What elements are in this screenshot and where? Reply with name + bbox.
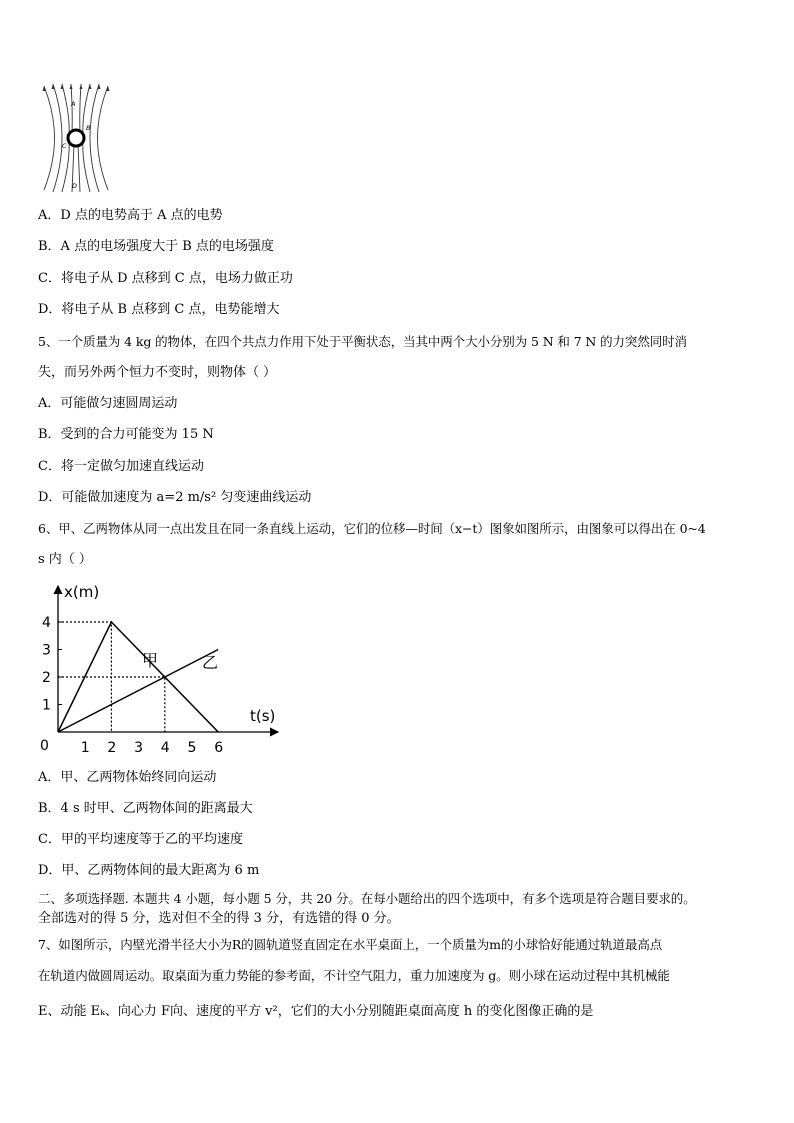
x-tick-label: 6 (214, 740, 224, 756)
q5-option-a: A．可能做匀速圆周运动 (38, 396, 178, 411)
y-tick-label: 1 (42, 697, 51, 714)
series-line-yi (58, 650, 218, 733)
y-tick-label: 3 (42, 642, 51, 659)
electric-field-figure (36, 82, 116, 194)
q5-stem-line1: 5、一个质量为 4 kg 的物体，在四个共点力作用下处于平衡状态，当其中两个大小分别为 5 N 和 7 N 的力突然同时消 (38, 334, 687, 349)
x-tick-label: 3 (134, 740, 144, 756)
point-b-label: B (86, 124, 91, 132)
q4-option-b: B．A 点的电场强度大于 B 点的电场强度 (38, 239, 274, 254)
x-tick-label: 4 (160, 740, 170, 756)
q7-line1: 7、如图所示，内壁光滑半径大小为R的圆轨道竖直固定在水平桌面上，一个质量为m的小球恰好能通过轨道最高点 (38, 937, 663, 952)
x-tick-label: 5 (187, 740, 197, 756)
series-label-yi: 乙 (202, 653, 219, 672)
x-tick-label: 1 (80, 740, 90, 756)
q7-line2: 在轨道内做圆周运动。取桌面为重力势能的参考面，不计空气阻力，重力加速度为 g。则小球在运动过程中其机械能 (38, 968, 670, 983)
y-tick-label: 4 (42, 615, 51, 631)
point-d-label: D (72, 182, 78, 190)
xt-chart (34, 578, 284, 760)
q4-option-c: C．将电子从 D 点移到 C 点，电场力做正功 (38, 271, 293, 286)
section2-line1: 二、多项选择题. 本题共 4 小题，每小题 5 分，共 20 分。在每小题给出的四个选项中，有多个选项是符合题目要求的。 (38, 891, 696, 906)
q6-option-a: A．甲、乙两物体始终同向运动 (38, 770, 217, 785)
q6-stem-line1: 6、甲、乙两物体从同一点出发且在同一条直线上运动，它们的位移—时间（x−t）图象如图所示，由图象可以得出在 0~4 (38, 521, 706, 536)
q5-stem-line2: 失，而另外两个恒力不变时，则物体（ ） (38, 365, 277, 380)
q5-option-d: D．可能做加速度为 a=2 m/s² 匀变速曲线运动 (38, 490, 312, 505)
x-axis-label: t(s) (250, 707, 276, 725)
q6-option-b: B．4 s 时甲、乙两物体间的距离最大 (38, 801, 253, 816)
y-tick-label: 2 (42, 670, 51, 686)
series-label-jia: 甲 (142, 651, 159, 670)
q4-option-d: D．将电子从 B 点移到 C 点，电势能增大 (38, 302, 280, 317)
y-axis-label: x(m) (64, 583, 100, 601)
q5-option-b: B．受到的合力可能变为 15 N (38, 427, 214, 442)
x-tick-label: 2 (107, 740, 117, 756)
q5-option-c: C．将一定做匀加速直线运动 (38, 459, 204, 474)
q6-option-c: C．甲的平均速度等于乙的平均速度 (38, 832, 243, 847)
point-a-label: A (71, 100, 76, 108)
origin-label: 0 (40, 738, 49, 754)
q6-option-d: D．甲、乙两物体间的最大距离为 6 m (38, 863, 260, 878)
section2-line2: 全部选对的得 5 分，选对但不全的得 3 分，有选错的得 0 分。 (38, 911, 400, 926)
point-c-label: C (62, 142, 67, 150)
q7-line3: E、动能 Eₖ、向心力 F向、速度的平方 v²，它们的大小分别随距桌面高度 h 的变化图像正确的是 (38, 1004, 594, 1019)
q4-option-a: A．D 点的电势高于 A 点的电势 (38, 208, 223, 223)
q6-stem-line2: s 内（ ） (38, 552, 92, 567)
